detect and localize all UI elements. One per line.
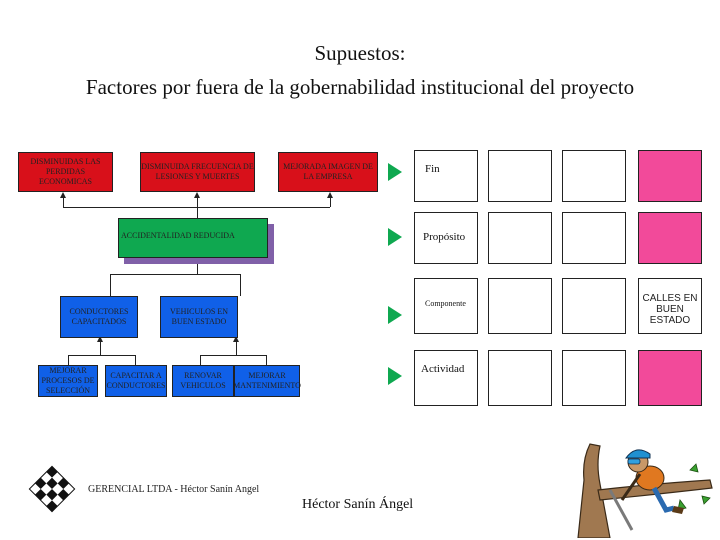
component-box-trained-drivers: CONDUCTORES CAPACITADOS (60, 296, 138, 338)
level-label-fin: Fin (425, 163, 440, 175)
level-cell-fin (414, 150, 478, 202)
objective-box-company-image: MEJORADA IMAGEN DE LA EMPRESA (278, 152, 378, 192)
slide-title-line1: Supuestos: (314, 41, 406, 65)
assumption-cell (638, 150, 702, 202)
purpose-box-accident-reduction: ACCIDENTALIDAD REDUCIDA (118, 218, 268, 258)
footer-author: Héctor Sanín Ángel (302, 497, 414, 512)
matrix-cell (562, 212, 626, 264)
proposito-arrow-icon (388, 228, 402, 246)
level-label-actividad: Actividad (421, 363, 465, 375)
level-cell-componente (414, 278, 478, 334)
matrix-cell (488, 150, 552, 202)
worker-sawing-branch-illustration (570, 440, 718, 538)
activity-box-selection-process: MEJORAR PROCESOS DE SELECCIÓN (38, 365, 98, 397)
objective-box-injury-frequency: DISMINUIDA FRECUENCIA DE LESIONES Y MUERTES (140, 152, 255, 192)
matrix-cell (488, 350, 552, 406)
company-logo-icon (26, 463, 78, 515)
matrix-cell (562, 350, 626, 406)
matrix-cell (562, 150, 626, 202)
slide-title-line2: Factores por fuera de la gobernabilidad institucional del proyecto (85, 75, 635, 99)
matrix-cell (562, 278, 626, 334)
assumption-cell-streets (638, 278, 702, 334)
assumption-cell (638, 212, 702, 264)
footer-company: GERENCIAL LTDA - Héctor Sanín Angel (88, 484, 260, 495)
component-box-vehicles-good-state: VEHICULOS EN BUEN ESTADO (160, 296, 238, 338)
assumption-text: CALLES EN BUEN ESTADO (642, 293, 698, 326)
level-label-componente: Componente (425, 299, 466, 308)
componente-arrow-icon (388, 306, 402, 324)
fin-arrow-icon (388, 163, 402, 181)
objective-box-economic-losses: DISMINUIDAS LAS PERDIDAS ECONOMICAS (18, 152, 113, 192)
activity-box-improve-maintenance: MEJORAR MANTENIMIENTO (234, 365, 300, 397)
level-cell-actividad (414, 350, 478, 406)
level-cell-proposito (414, 212, 478, 264)
assumption-cell (638, 350, 702, 406)
level-label-proposito: Propósito (423, 231, 466, 243)
activity-box-train-drivers: CAPACITAR A CONDUCTORES (105, 365, 167, 397)
actividad-arrow-icon (388, 367, 402, 385)
matrix-cell (488, 278, 552, 334)
activity-box-renew-vehicles: RENOVAR VEHICULOS (172, 365, 234, 397)
matrix-cell (488, 212, 552, 264)
